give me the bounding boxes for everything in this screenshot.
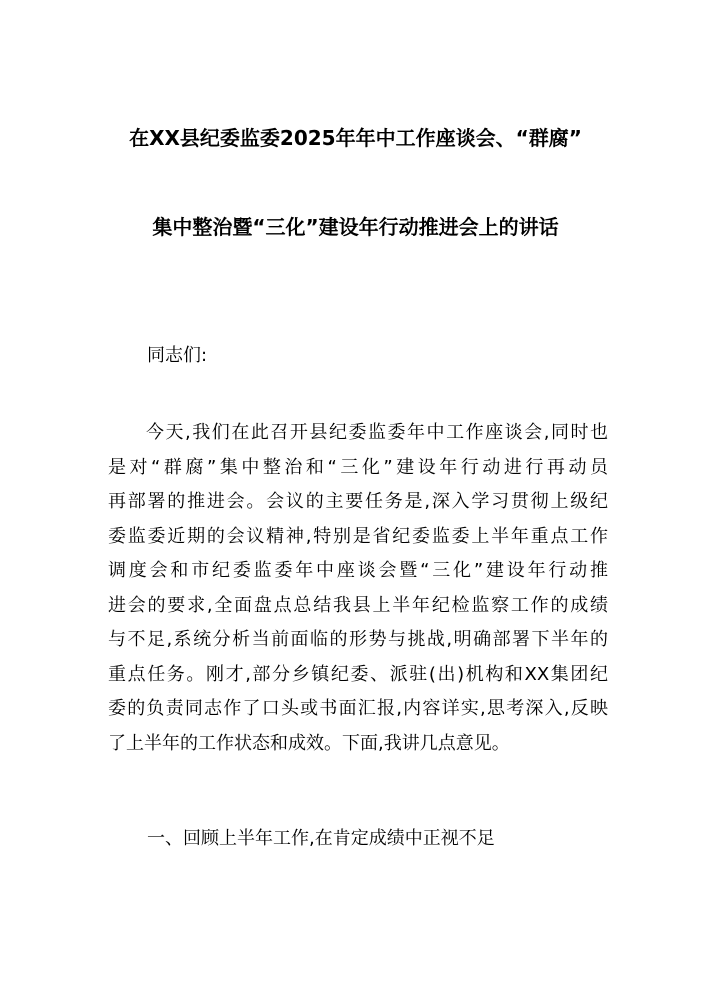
paragraph-line: 委监委近期的会议精神,特别是省纪委监委上半年重点工作 <box>108 525 608 547</box>
paragraph-line: 调度会和市纪委监委年中座谈会暨“三化”建设年行动推 <box>108 560 608 581</box>
paragraph-line: 是对“群腐”集中整治和“三化”建设年行动进行再动员 <box>108 456 608 478</box>
paragraph-line: 与不足,系统分析当前面临的形势与挑战,明确部署下半年的 <box>108 629 608 650</box>
paragraph-line: 了上半年的工作状态和成效。下面,我讲几点意见。 <box>108 732 510 754</box>
paragraph-line: 进会的要求,全面盘点总结我县上半年纪检监察工作的成绩 <box>108 594 608 616</box>
paragraph-line: 重点任务。刚才,部分乡镇纪委、派驻(出)机构和XX集团纪 <box>108 663 608 685</box>
document-title-line-2: 集中整治暨“三化”建设年行动推进会上的讲话 <box>152 215 559 239</box>
opening-paragraph <box>108 416 608 761</box>
document-title-line-1: 在XX县纪委监委2025年年中工作座谈会、“群腐” <box>129 126 582 150</box>
section-heading: 一、回顾上半年工作,在肯定成绩中正视不足 <box>147 828 495 849</box>
paragraph-line: 再部署的推进会。会议的主要任务是,深入学习贯彻上级纪 <box>108 491 608 512</box>
paragraph-line: 委的负责同志作了口头或书面汇报,内容详实,思考深入,反映 <box>108 698 608 719</box>
paragraph-line: 今天,我们在此召开县纪委监委年中工作座谈会,同时也 <box>146 422 608 443</box>
greeting: 同志们: <box>147 345 208 366</box>
